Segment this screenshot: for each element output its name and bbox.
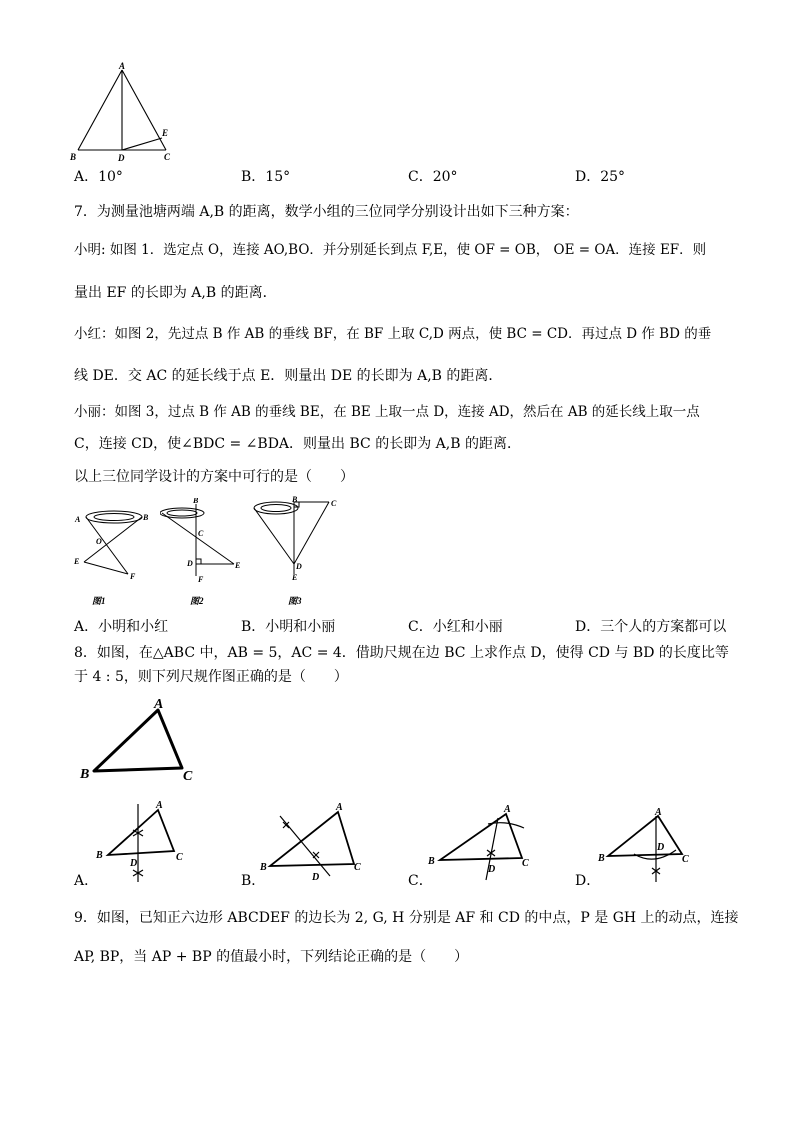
- q7-option-a[interactable]: A．小明和小红: [74, 619, 169, 635]
- q6-label-b: B: [70, 152, 77, 162]
- q7-fig1-label-f: F: [130, 572, 136, 581]
- q6-label-d: D: [118, 153, 125, 163]
- q6-option-d[interactable]: D．25°: [575, 169, 626, 185]
- q7-fig2-label-f: F: [198, 575, 204, 584]
- q8-main-label-b: B: [80, 767, 90, 782]
- q7-xiaoli-line1: 小丽：如图 3，过点 B 作 AB 的垂线 BE，在 BE 上取一点 D，连接 AD，然后在 AB 的延长线上取一点: [74, 404, 700, 420]
- q6-option-c[interactable]: C．20°: [408, 169, 458, 185]
- q7-fig3-caption: 图3: [288, 596, 302, 606]
- q7-figure-1: [72, 498, 162, 610]
- q6-option-b[interactable]: B．15°: [241, 169, 291, 185]
- q8-c-label-c: C: [522, 858, 529, 869]
- q8-b-label-a: A: [336, 802, 343, 813]
- q8-stem-line1: 8．如图，在△ABC 中，AB = 5，AC = 4．借助尺规在边 BC 上求作点 D，使得 CD 与 BD 的长度比等: [74, 645, 729, 661]
- q8-d-label-b: B: [598, 853, 605, 864]
- q8-option-a-figure: [90, 798, 190, 884]
- q7-fig2-label-d: D: [187, 559, 193, 568]
- q7-fig1-label-a: A: [75, 515, 81, 524]
- q7-xiaohong-line1: 小红：如图 2，先过点 B 作 AB 的垂线 BF，在 BF 上取 C,D 两点，使 BC = CD．再过点 D 作 BD 的垂: [74, 326, 712, 342]
- q7-option-c[interactable]: C．小红和小丽: [408, 619, 503, 635]
- q8-option-b[interactable]: B．: [241, 873, 266, 889]
- q8-option-c[interactable]: C．: [408, 873, 433, 889]
- q7-fig3-label-c: C: [331, 499, 337, 508]
- q6-label-c: C: [164, 152, 171, 162]
- q7-fig1-label-e: E: [74, 557, 80, 566]
- q8-d-label-a: A: [655, 807, 662, 818]
- q9-stem-line1: 9．如图，已知正六边形 ABCDEF 的边长为 2, G, H 分别是 AF 和 CD 的中点，P 是 GH 上的动点，连接: [74, 910, 739, 926]
- q7-xiaoming-line1: 小明: 如图 1．选定点 O，连接 AO,BO．并分别延长到点 F,E，使 OF = OB， OE = OA．连接 EF．则: [74, 242, 707, 258]
- q6-option-a[interactable]: A．10°: [74, 169, 123, 185]
- q8-main-triangle: [74, 694, 204, 786]
- q6-label-a: A: [119, 61, 126, 71]
- q7-xiaohong-line2: 线 DE．交 AC 的延长线于点 E．则量出 DE 的长即为 A,B 的距离．: [74, 368, 503, 384]
- q8-option-d[interactable]: D．: [575, 873, 601, 889]
- q7-fig3-label-d: D: [296, 562, 302, 571]
- q6-triangle-figure: [66, 60, 186, 164]
- q8-main-label-a: A: [154, 697, 164, 712]
- q8-stem-line2: 于 4 : 5，则下列尺规作图正确的是（ ）: [74, 669, 348, 685]
- q7-fig1-caption: 图1: [92, 596, 106, 606]
- q8-d-label-c: C: [682, 854, 689, 865]
- q6-label-e: E: [162, 128, 169, 138]
- q8-c-label-a: A: [504, 804, 511, 815]
- q8-option-d-figure: [596, 806, 700, 884]
- q8-a-label-d: D: [130, 858, 138, 869]
- q7-option-b[interactable]: B．小明和小丽: [241, 619, 336, 635]
- q8-a-label-b: B: [96, 850, 103, 861]
- q7-figure-3: [246, 494, 346, 610]
- q7-option-d[interactable]: D．三个人的方案都可以: [575, 619, 727, 635]
- q8-b-label-d: D: [312, 872, 320, 883]
- q8-option-b-figure: [258, 800, 368, 884]
- q8-option-a[interactable]: A．: [74, 873, 99, 889]
- q7-fig2-label-e: E: [235, 561, 241, 570]
- q7-fig3-label-b: B: [292, 495, 298, 504]
- q8-b-label-c: C: [354, 862, 361, 873]
- q7-fig1-label-o: O: [96, 537, 102, 546]
- q7-xiaoli-line2: C，连接 CD，使∠BDC = ∠BDA．则量出 BC 的长即为 A,B 的距离．: [74, 436, 521, 452]
- q8-a-label-a: A: [156, 800, 163, 811]
- q7-fig2-label-c: C: [198, 529, 204, 538]
- q8-a-label-c: C: [176, 852, 183, 863]
- q7-fig3-label-e: E: [292, 573, 298, 582]
- q7-fig1-label-b: B: [143, 513, 149, 522]
- q7-question: 以上三位同学设计的方案中可行的是（ ）: [74, 469, 354, 485]
- q7-fig2-label-b: B: [193, 498, 199, 505]
- q8-c-label-d: D: [488, 864, 496, 875]
- q8-d-label-d: D: [657, 842, 665, 853]
- q8-b-label-b: B: [260, 862, 267, 873]
- q7-xiaoming-line2: 量出 EF 的长即为 A,B 的距离．: [74, 285, 277, 301]
- q7-stem: 7．为测量池塘两端 A,B 的距离，数学小组的三位同学分别设计出如下三种方案：: [74, 204, 579, 220]
- q7-fig2-caption: 图2: [190, 596, 204, 606]
- q8-main-label-c: C: [183, 769, 193, 784]
- q7-figure-2: [160, 498, 250, 610]
- q8-option-c-figure: [426, 800, 536, 884]
- q8-c-label-b: B: [428, 856, 435, 867]
- q9-stem-line2: AP, BP，当 AP + BP 的值最小时，下列结论正确的是（ ）: [74, 949, 469, 965]
